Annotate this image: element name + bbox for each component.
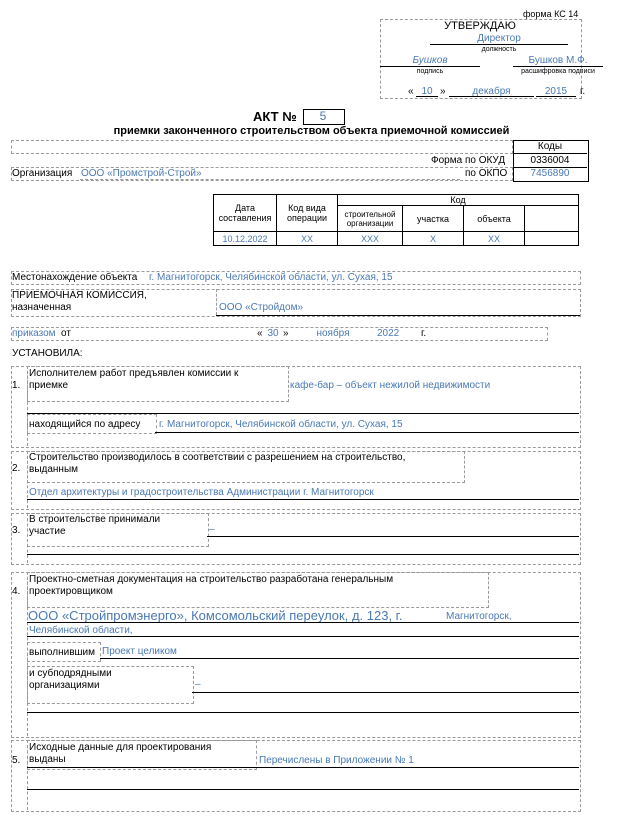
section-1-addr-label: находящийся по адресу [29, 419, 141, 430]
val-empty [525, 232, 579, 246]
approval-day[interactable]: 10 [421, 86, 433, 97]
position-value[interactable]: Директор [477, 33, 521, 44]
section-4-line-3 [100, 658, 579, 659]
codes-header: Коды [537, 141, 563, 152]
section-5-line-1 [27, 767, 579, 768]
val-date[interactable]: 10.12.2022 [214, 232, 277, 246]
section-4-value-small[interactable]: Магнитогорск, [446, 611, 512, 622]
okud-value: 0336004 [530, 155, 570, 166]
section-2-line [27, 499, 579, 500]
approval-month[interactable]: декабря [472, 86, 511, 97]
section-1-line-2 [155, 432, 579, 433]
name-caption: расшифровка подписи [521, 68, 595, 75]
section-4-label-2: проектировщиком [29, 586, 113, 597]
name-line [513, 66, 603, 67]
name-value[interactable]: Бушков М.Ф. [528, 55, 588, 66]
established-heading: УСТАНОВИЛА: [12, 348, 83, 359]
col-date-header: Дата составления [214, 195, 277, 232]
section-3-label-2: участие [29, 526, 66, 537]
section-5-label-1: Исходные данные для проектирования [29, 742, 212, 753]
section-5-label-2: выданы [29, 754, 66, 765]
position-caption: должность [481, 46, 517, 53]
signature-line [380, 66, 480, 67]
section-2-value[interactable]: Отдел архитектуры и градостроительства Администрации г. Магнитогорск [29, 487, 374, 498]
section-5-value[interactable]: Перечислены в Приложении № 1 [259, 755, 414, 766]
okud-label: Форма по ОКУД [431, 155, 506, 166]
act-title: АКТ № [253, 109, 297, 124]
commission-value[interactable]: ООО «Стройдом» [219, 302, 304, 313]
col-code-header: Код [338, 195, 579, 206]
section-4-sub-label-1: и субподрядными [29, 668, 112, 679]
section-1-num: 1. [12, 380, 21, 391]
val-op[interactable]: ХХ [277, 232, 338, 246]
signature-caption: подпись [416, 68, 444, 75]
section-1-label-2: приемке [29, 380, 69, 391]
section-4-value-line2[interactable]: Челябинской области, [29, 625, 133, 636]
section-4-line-2 [27, 636, 579, 637]
section-1-addr-value[interactable]: г. Магнитогорск, Челябинской области, ул. Сухая, 15 [159, 419, 403, 430]
section-5-num: 5. [12, 755, 21, 766]
order-year-suffix: г. [421, 328, 427, 339]
okpo-label: по ОКПО [465, 168, 508, 179]
section-5-line-2 [27, 789, 579, 790]
section-4-done-value[interactable]: Проект целиком [102, 646, 177, 657]
val-object[interactable]: ХХ [464, 232, 525, 246]
section-2-label-1: Строительство производилось в соответствии с разрешением на строительство, [29, 452, 406, 463]
section-1-label-1: Исполнителем работ предъявлен комиссии к [29, 368, 239, 379]
order-label: приказом [12, 328, 56, 339]
commission-divider [216, 289, 217, 315]
section-2-label-2: выданным [29, 464, 79, 475]
commission-line [216, 315, 580, 316]
section-4-done-label: выполнившим [29, 647, 95, 658]
org-line [80, 179, 460, 180]
col-empty-header [525, 206, 579, 232]
act-number[interactable]: 5 [319, 109, 327, 123]
section-4-sub-value[interactable]: – [195, 679, 201, 690]
order-quote-close: » [283, 328, 289, 339]
approve-heading: УТВЕРЖДАЮ [444, 20, 516, 32]
section-4-value-big[interactable]: ООО «Стройпромэнерго», Комсомольский переулок, д. 123, г. [28, 608, 403, 623]
commission-label-1: ПРИЕМОЧНАЯ КОМИССИЯ, [12, 290, 147, 301]
org-value[interactable]: ООО «Промстрой-Строй» [81, 168, 202, 179]
section-2-num: 2. [12, 463, 21, 474]
codes-top-row [11, 140, 513, 154]
act-subtitle: приемки законченного строительством объекта приемочной комиссией [113, 125, 510, 137]
approval-quote-open: « [408, 86, 414, 97]
section-3-num: 3. [12, 525, 21, 536]
section-4-sub-label-2: организациями [29, 680, 100, 691]
order-quote-open: « [257, 328, 263, 339]
position-line [430, 44, 568, 45]
location-value[interactable]: г. Магнитогорск, Челябинской области, ул. Сухая, 15 [149, 272, 393, 283]
approval-quote-close: » [440, 86, 446, 97]
col-object-header: объекта [464, 206, 525, 232]
codes-divider-1 [513, 153, 587, 154]
approval-year-suffix: г. [580, 86, 586, 97]
section-4-line-5 [27, 712, 579, 713]
location-label: Местонахождение объекта [12, 272, 138, 283]
doc-codes-table [213, 194, 579, 246]
approval-year[interactable]: 2015 [544, 86, 568, 97]
signature-value[interactable]: Бушков [412, 55, 448, 66]
order-from: от [61, 328, 71, 339]
section-4-label-1: Проектно-сметная документация на строительство разработана генеральным [29, 574, 394, 585]
section-3-line-1 [207, 536, 579, 537]
section-4-num: 4. [12, 586, 21, 597]
commission-label-2: назначенная [12, 302, 72, 313]
col-op-header: Код вида операции [277, 195, 338, 232]
order-month[interactable]: ноября [316, 328, 350, 339]
section-3-label-1: В строительстве принимали [29, 514, 161, 525]
form-label: форма КС 14 [523, 9, 579, 19]
section-3-value[interactable]: – [209, 524, 215, 535]
org-label: Организация [12, 168, 73, 179]
okpo-value[interactable]: 7456890 [530, 168, 570, 179]
col-builder-header: строительной организации [338, 206, 403, 232]
section-4-line-4 [192, 692, 579, 693]
val-builder[interactable]: ХХХ [338, 232, 403, 246]
order-day[interactable]: 30 [267, 328, 279, 339]
col-site-header: участка [403, 206, 464, 232]
section-4-line-1 [27, 622, 579, 623]
section-1-value[interactable]: кафе-бар – объект нежилой недвижимости [290, 380, 491, 391]
val-site[interactable]: Х [403, 232, 464, 246]
section-3-line-2 [27, 554, 579, 555]
order-year[interactable]: 2022 [377, 328, 400, 339]
